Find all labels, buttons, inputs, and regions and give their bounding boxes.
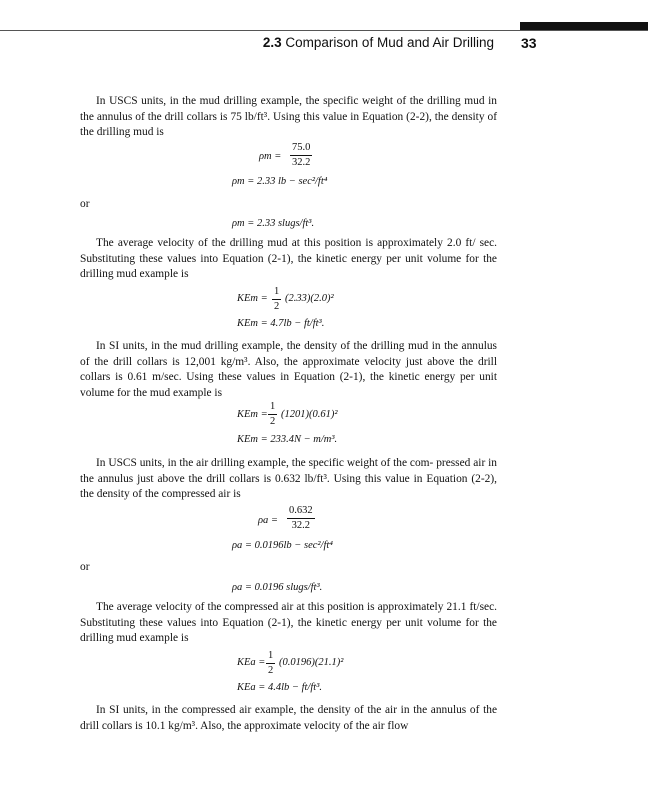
equation-1-lhs: ρm = — [259, 151, 282, 162]
paragraph-6 — [80, 703, 497, 734]
equation-6-half — [268, 401, 277, 428]
paragraph-3 — [80, 339, 497, 401]
paragraph-2 — [80, 236, 497, 283]
fraction-denominator: 32.2 — [291, 520, 310, 531]
paragraph-5-text: The average velocity of the compressed air at this position is approximately 21.1 ft/sec. Substituting these values into Equation (2-1), the kinetic energy per unit volume for the drilling mud example is — [80, 601, 497, 644]
header-rule — [0, 30, 648, 31]
equation-4-rhs: (2.33)(2.0)² — [285, 293, 334, 304]
equation-4-lhs: KEm = — [237, 293, 268, 304]
paragraph-3-text: In SI units, in the mud drilling example, the density of the drilling mud in the annulus of the drill collars is 12,001 kg/m³. Also, the approximate velocity just above the drill collars is 0.61 m/sec. Using these values in Equation (2-1), the kinetic energy per unit volume for the mud example is — [80, 340, 497, 399]
equation-2: ρm = 2.33 lb − sec²/ft⁴ — [232, 176, 328, 187]
fraction-denominator: 2 — [274, 301, 280, 312]
equation-4-half — [272, 286, 281, 313]
paragraph-2-text: The average velocity of the drilling mud at this position is approximately 2.0 ft/ sec. Substituting these values into Equation (2-1), the kinetic energy per unit volume for the drilling mud example is — [80, 237, 497, 280]
equation-3: ρm = 2.33 slugs/ft³. — [232, 218, 315, 229]
equation-8-lhs: ρa = — [258, 515, 279, 526]
equation-9: ρa = 0.0196lb − sec²/ft⁴ — [232, 540, 333, 551]
equation-12: KEa = 4.4lb − ft/ft³. — [237, 682, 322, 693]
paragraph-4 — [80, 456, 497, 503]
fraction-denominator: 2 — [268, 665, 274, 676]
equation-10: ρa = 0.0196 slugs/ft³. — [232, 582, 323, 593]
equation-11-rhs: (0.0196)(21.1)² — [279, 657, 344, 668]
page-number: 33 — [521, 35, 537, 51]
fraction-numerator: 0.632 — [287, 505, 315, 519]
equation-8-fraction — [287, 505, 315, 532]
connector-or-1: or — [80, 198, 90, 210]
equation-11-half — [266, 650, 275, 677]
connector-or-2: or — [80, 561, 90, 573]
equation-6-rhs: (1201)(0.61)² — [281, 409, 338, 420]
equation-7: KEm = 233.4N − m/m³. — [237, 434, 338, 445]
section-number: 2.3 — [262, 35, 282, 50]
fraction-numerator: 75.0 — [290, 142, 312, 156]
running-header — [263, 35, 494, 55]
equation-5: KEm = 4.7lb − ft/ft³. — [237, 318, 325, 329]
paragraph-1-text: In USCS units, in the mud drilling example, the specific weight of the drilling mud in the annulus of the drill collars is 75 lb/ft³. Using this value in Equation (2-2), the density of the drilling mud is — [80, 95, 497, 138]
paragraph-5 — [80, 600, 497, 647]
fraction-denominator: 32.2 — [292, 157, 311, 168]
fraction-denominator: 2 — [270, 416, 276, 427]
paragraph-6-text: In SI units, in the compressed air example, the density of the air in the annulus of the drill collars is 10.1 kg/m³. Also, the approximate velocity of the air flow — [80, 704, 497, 732]
fraction-numerator: 1 — [266, 650, 275, 664]
paragraph-1 — [80, 94, 497, 141]
section-title: Comparison of Mud and Air Drilling — [285, 35, 494, 50]
fraction-numerator: 1 — [272, 286, 281, 300]
fraction-numerator: 1 — [268, 401, 277, 415]
equation-11-lhs: KEa = — [237, 657, 266, 668]
paragraph-4-text: In USCS units, in the air drilling example, the specific weight of the com- pressed air in the annulus just above the drill collars is 0.632 lb/ft³. Using this value in Equation (2-2), the density of the compressed air is — [80, 457, 497, 500]
equation-1-fraction — [290, 142, 312, 169]
equation-6-lhs: KEm = — [237, 409, 268, 420]
